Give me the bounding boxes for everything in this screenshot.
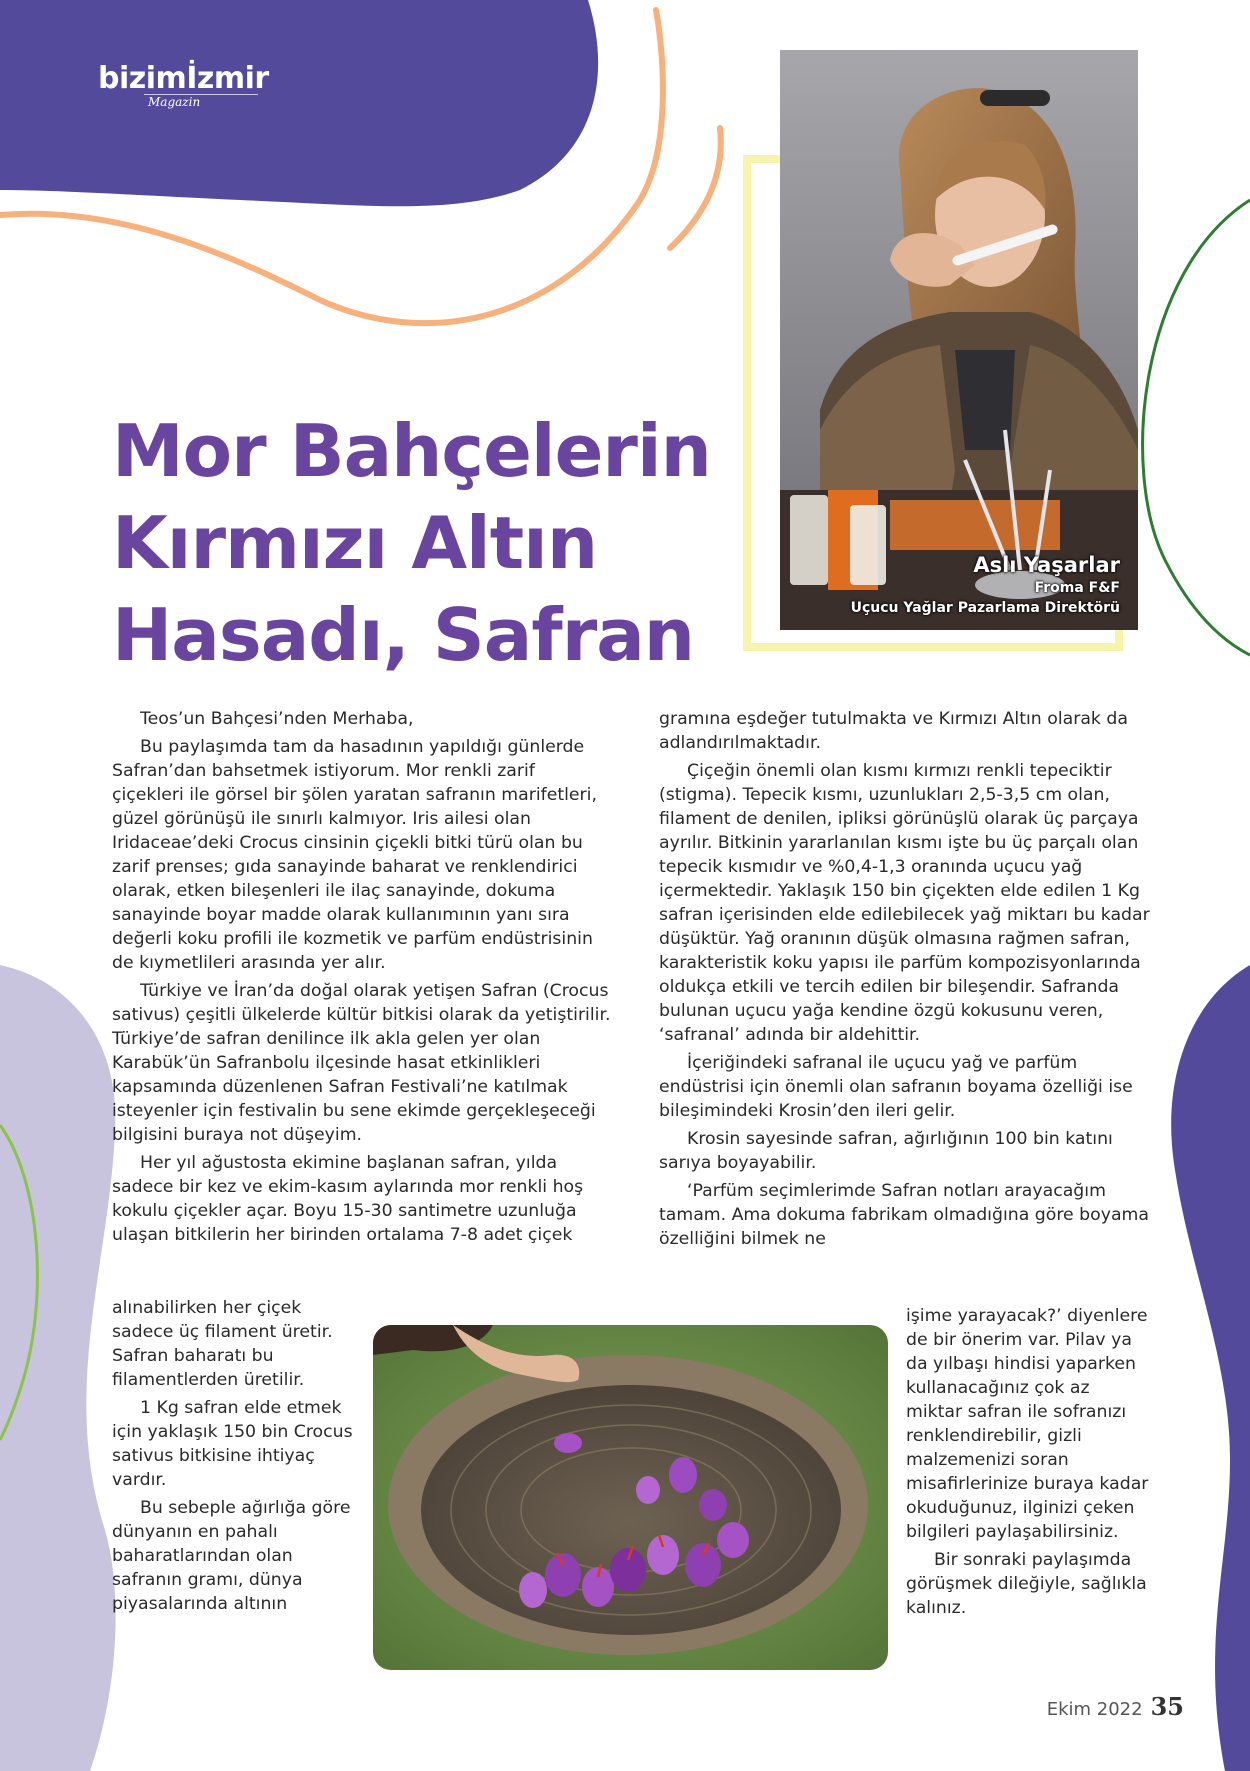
article-headline [112, 405, 732, 681]
article-column-1-continued [112, 1296, 357, 1620]
paragraph: alınabilirken her çiçek sadece üç filament üretir. Safran baharatı bu filamentlerden üretilir. [112, 1298, 333, 1390]
saffron-basket-photo [373, 1325, 888, 1670]
lavender-left-blob [0, 965, 116, 1771]
headline-line-2: Kırmızı Altın [112, 501, 598, 585]
paragraph: ‘Parfüm seçimlerimde Safran notları arayacağım tamam. Ama dokuma fabrikam olmadığına göre boyama özelliğini bilmek ne [659, 1181, 1149, 1249]
orange-small-arc [670, 128, 721, 248]
paragraph: gramına eşdeğer tutulmakta ve Kırmızı Altın olarak da adlandırılmaktadır. [659, 709, 1128, 753]
article-column-2 [659, 707, 1159, 1255]
paragraph: Krosin sayesinde safran, ağırlığının 100 bin katını sarıya boyayabilir. [659, 1129, 1113, 1173]
article-column-1 [112, 707, 612, 1251]
caption-name: Aslı Yaşarlar [973, 553, 1120, 577]
paragraph: Türkiye ve İran’da doğal olarak yetişen Safran (Crocus sativus) çeşitli ülkelerde kültür bitkisi olarak da yetiştirilir. Türkiye’de safran denilince ilk akla gelen yer olan Karabük’ün Safranbolu ilçesinde hasat etkinlikleri kapsamında düzenlenen Safran Festivali’ne katılmak isteyenler için festivalin bu sene ekimde gerçekleşeceği bilgisini buraya not düşeyim. [112, 981, 611, 1145]
paragraph: işime yarayacak?’ diyenlere de bir önerim var. Pilav ya da yılbaşı hindisi yaparken kullanacağınız çok az miktar safran ile sofranızı renklendirebilir, gizli malzemenizi soran misafirlerinize buraya kadar okuduğunuz, ilginizi çeken bilgileri paylaşabilirsiniz. [906, 1306, 1149, 1542]
caption-role: Uçucu Yağlar Pazarlama Direktörü [850, 600, 1120, 616]
right-purple-blob [1171, 965, 1250, 1771]
issue-date: Ekim 2022 [1046, 1699, 1143, 1720]
headline-line-3: Hasadı, Safran [112, 593, 695, 677]
article-column-2-continued [906, 1304, 1151, 1624]
page-number: 35 [1150, 1692, 1184, 1721]
paragraph: İçeriğindeki safranal ile uçucu yağ ve parfüm endüstrisi için önemli olan safranın boyama özelliği ise bileşimindeki Krosin’den ileri gelir. [659, 1053, 1133, 1121]
paragraph: Bu sebeple ağırlığa göre dünyanın en pahalı baharatlarından olan safranın gramı, dünya piyasalarında altının [112, 1498, 351, 1614]
basket-illustration [373, 1325, 888, 1670]
photo-caption [851, 552, 1120, 618]
paragraph-greeting: Teos’un Bahçesi’nden Merhaba, [140, 709, 414, 729]
paragraph: Bu paylaşımda tam da hasadının yapıldığı günlerde Safran’dan bahsetmek istiyorum. Mor renkli zarif çiçekleri ile görsel bir şölen yaratan safranın marifetleri, güzel görünüşü ile sınırlı kalmıyor. Iris ailesi olan Iridaceae’deki Crocus cinsinin çiçekli bitki türü olan bu zarif prenses; gıda sanayinde baharat ve renklendirici olarak, etken bileşenleri ile ilaç sanayinde, dokuma sanayinde boyar madde olarak kullanımının yanı sıra değerli koku profili ile kozmetik ve parfüm endüstrisinin de kıymetlileri arasında yer alır. [112, 737, 597, 973]
green-arc-right [1143, 200, 1250, 655]
paragraph: 1 Kg safran elde etmek için yaklaşık 150 bin Crocus sativus bitkisine ihtiyaç vardır. [112, 1398, 353, 1490]
top-purple-blob [0, 0, 598, 206]
author-portrait-photo [780, 50, 1138, 630]
paragraph: Çiçeğin önemli olan kısmı kırmızı renkli tepeciktir (stigma). Tepecik kısmı, uzunlukları 2,5-3,5 cm olan, filament de denilen, ipliksi görünüşlü olarak üç parçaya ayrılır. Bitkinin yararlanılan kısmı işte bu üç parçalı olan tepecik kısmıdır ve %0,4-1,3 oranında uçucu yağ içermektedir. Yaklaşık 150 bin çiçekten elde edilen 1 Kg safran içerisinden elde edilebilecek yağ miktarı bu kadar düşüktür. Yağ oranının düşük olmasına rağmen safran, karakteristik koku yapısı ile parfüm kompozisyonlarında oldukça etkili ve tercih edilen bir bileşendir. Safranda bulunan uçucu yağa kendine özgü kokusunu veren, ‘safranal’ adında bir aldehittir. [659, 761, 1150, 1045]
portrait-illustration [780, 50, 1138, 630]
logo-subtitle: Magazin [144, 94, 258, 109]
logo-wordmark: bizimİzmir [98, 61, 269, 96]
paragraph: Her yıl ağustosta ekimine başlanan safran, yılda sadece bir kez ve ekim-kasım aylarında mor renkli hoş kokulu çiçekler açar. Boyu 15-30 santimetre uzunluğa ulaşan bitkilerin her birinden ortalama 7-8 adet çiçek [112, 1153, 584, 1245]
headline-line-1: Mor Bahçelerin [112, 409, 711, 493]
page-footer [1047, 1692, 1184, 1721]
caption-company: Froma F&F [1034, 580, 1120, 596]
magazine-logo [98, 61, 269, 109]
paragraph-closing: Bir sonraki paylaşımda görüşmek dileğiyle, sağlıkla kalınız. [906, 1550, 1147, 1618]
